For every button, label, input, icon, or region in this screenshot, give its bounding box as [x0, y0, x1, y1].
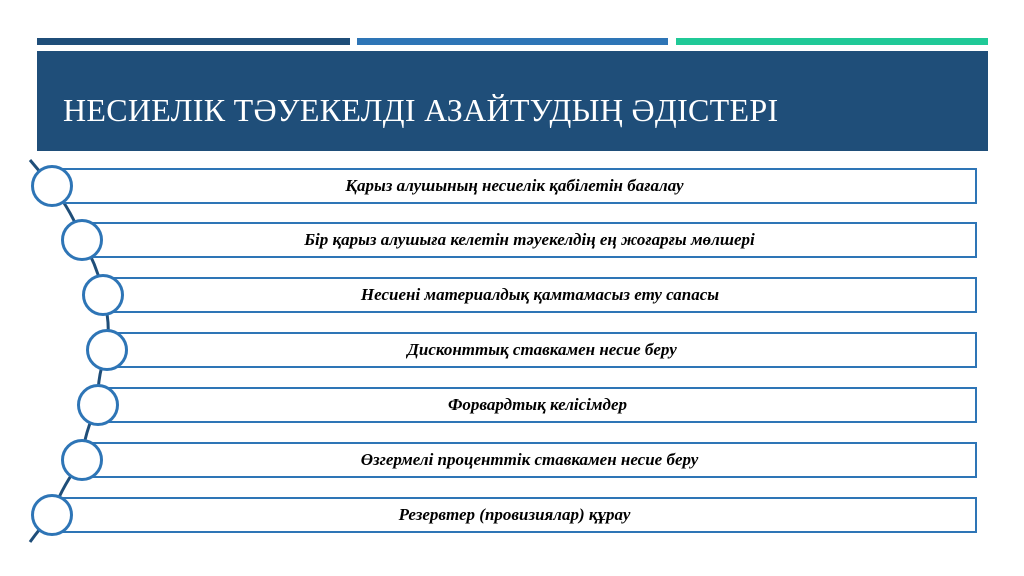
list-item-box-6 — [52, 497, 977, 533]
list-item-box-4 — [98, 387, 977, 423]
list-item-box-3 — [107, 332, 977, 368]
bullet-circle-0 — [31, 165, 73, 207]
list-item-label: Қарыз алушының несиелік қабілетін бағалау — [345, 176, 684, 195]
bullet-circle-4 — [77, 384, 119, 426]
bullet-circle-3 — [86, 329, 128, 371]
list-item-box-2 — [103, 277, 977, 313]
list-item-label: Резервтер (провизиялар) құрау — [398, 505, 631, 524]
list-item-label: Дисконттық ставкамен несие беру — [407, 340, 677, 359]
list-item-box-0 — [52, 168, 977, 204]
list-item-label: Несиені материалдық қамтамасыз ету сапасы — [360, 285, 720, 304]
bullet-circle-1 — [61, 219, 103, 261]
bullet-circle-5 — [61, 439, 103, 481]
slide-title: НЕСИЕЛІК ТӘУЕКЕЛДІ АЗАЙТУДЫҢ ӘДІСТЕРІ — [63, 91, 779, 128]
list-item-label: Форвардтық келісімдер — [447, 395, 628, 414]
list-item-box-1 — [82, 222, 977, 258]
list-item-label: Өзгермелі проценттік ставкамен несие беру — [360, 450, 699, 469]
bullet-circle-6 — [31, 494, 73, 536]
bullet-circle-2 — [82, 274, 124, 316]
list-item-label: Бір қарыз алушыға келетін тәуекелдің ең жоғарғы мөлшері — [304, 230, 755, 249]
list-item-box-5 — [82, 442, 977, 478]
